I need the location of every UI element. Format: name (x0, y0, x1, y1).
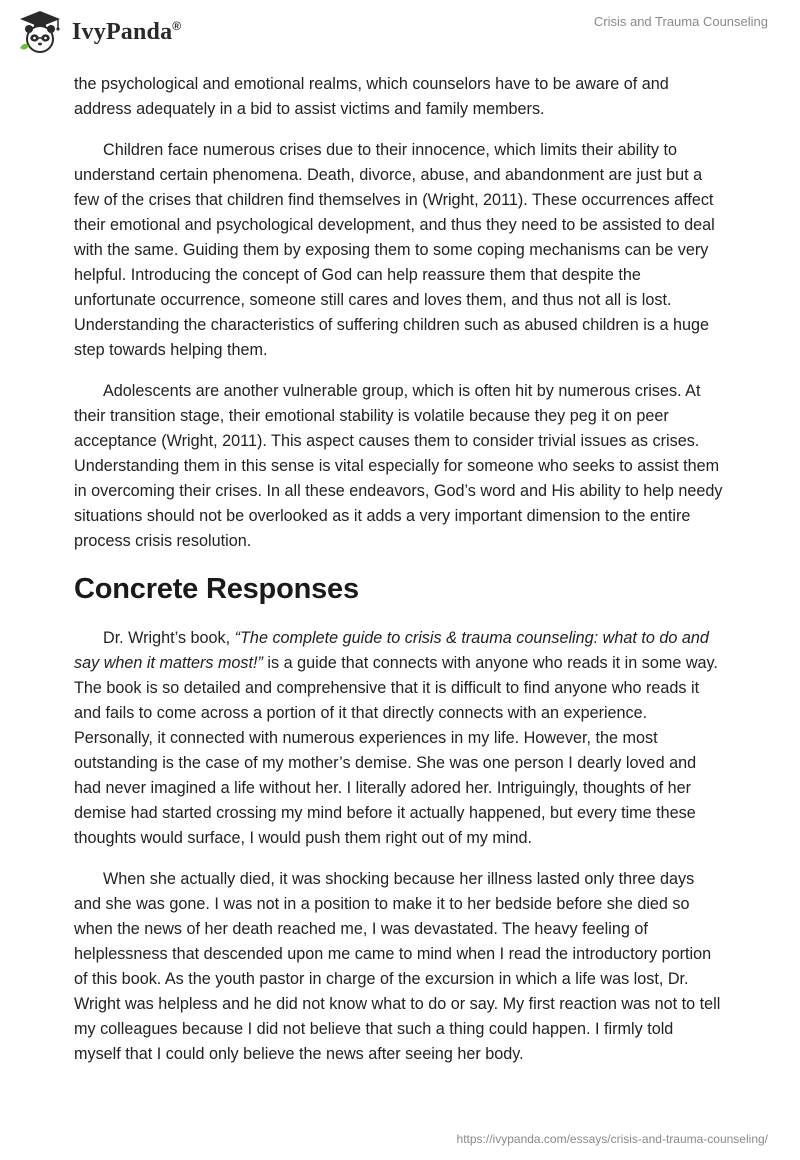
registered-mark: ® (172, 18, 182, 33)
panda-graduate-icon (14, 8, 66, 56)
brand-name: IvyPanda® (72, 18, 182, 45)
paragraph-book (74, 626, 724, 851)
paragraph-adolescents: Adolescents are another vulnerable group, which is often hit by numerous crises. At their transition stage, their emotional stability is volatile because they peg it on peer acceptance (Wright, 2011). This aspect causes them to consider trivial issues as crises. Understanding them in this sense is vital especially for someone who seeks to assist them in overcoming their crises. In all these endeavors, God’s word and His ability to help needy situations should not be overlooked as it adds a very important dimension to the entire process crisis resolution. (74, 382, 723, 550)
ivypanda-logo[interactable] (14, 8, 181, 56)
source-url-link[interactable]: https://ivypanda.com/essays/crisis-and-trauma-counseling/ (456, 1132, 768, 1146)
essay-body (74, 72, 724, 1083)
book-title: “The complete guide to crisis & trauma counseling: what to do and say when it matters most!” (74, 629, 709, 672)
book-lead-text: Dr. Wright’s book, (103, 629, 235, 647)
section-heading-concrete-responses: Concrete Responses (74, 573, 359, 605)
paragraph-children: Children face numerous crises due to their innocence, which limits their ability to understand certain phenomena. Death, divorce, abuse, and abandonment are just but a few of the crises that children find themselves in (Wright, 2011). These occurrences affect their emotional and psychological development, and thus they need to be assisted to deal with the same. Guiding them by exposing them to some coping mechanisms can be very helpful. Introducing the concept of God can help reassure them that despite the unfortunate occurrence, someone still cares and loves them, and thus not all is lost. Understanding the characteristics of suffering children such as abused children is a huge step towards helping them. (74, 141, 715, 359)
paragraph-death: When she actually died, it was shocking because her illness lasted only three days and she was gone. I was not in a position to make it to her bedside before she died so when the news of her death reached me, I was devastated. The heavy feeling of helplessness that descended upon me came to mind when I read the introductory portion of this book. As the youth pastor in charge of the excursion in which a life was lost, Dr. Wright was helpless and he did not know what to do or say. My first reaction was not to tell my colleagues because I did not believe that such a thing could happen. I firmly told myself that I could only believe the news after seeing her body. (74, 870, 721, 1063)
book-rest-text: is a guide that connects with anyone who reads it in some way. The book is so detailed and comprehensive that it is difficult to find anyone who reads it and fails to come across a portion of it that directly connects with an experience. Personally, it connected with numerous experiences in my life. However, the most outstanding is the case of my mother’s demise. She was one person I dearly loved and had never imagined a life without her. I literally adored her. Intriguingly, thoughts of her demise had started crossing my mind before it actually happened, but every time these thoughts would surface, I would push them right out of my mind. (74, 654, 718, 847)
paragraph-intro: the psychological and emotional realms, which counselors have to be aware of and address adequately in a bid to assist victims and family members. (74, 75, 669, 118)
page-header (0, 0, 800, 64)
document-title: Crisis and Trauma Counseling (593, 14, 768, 29)
